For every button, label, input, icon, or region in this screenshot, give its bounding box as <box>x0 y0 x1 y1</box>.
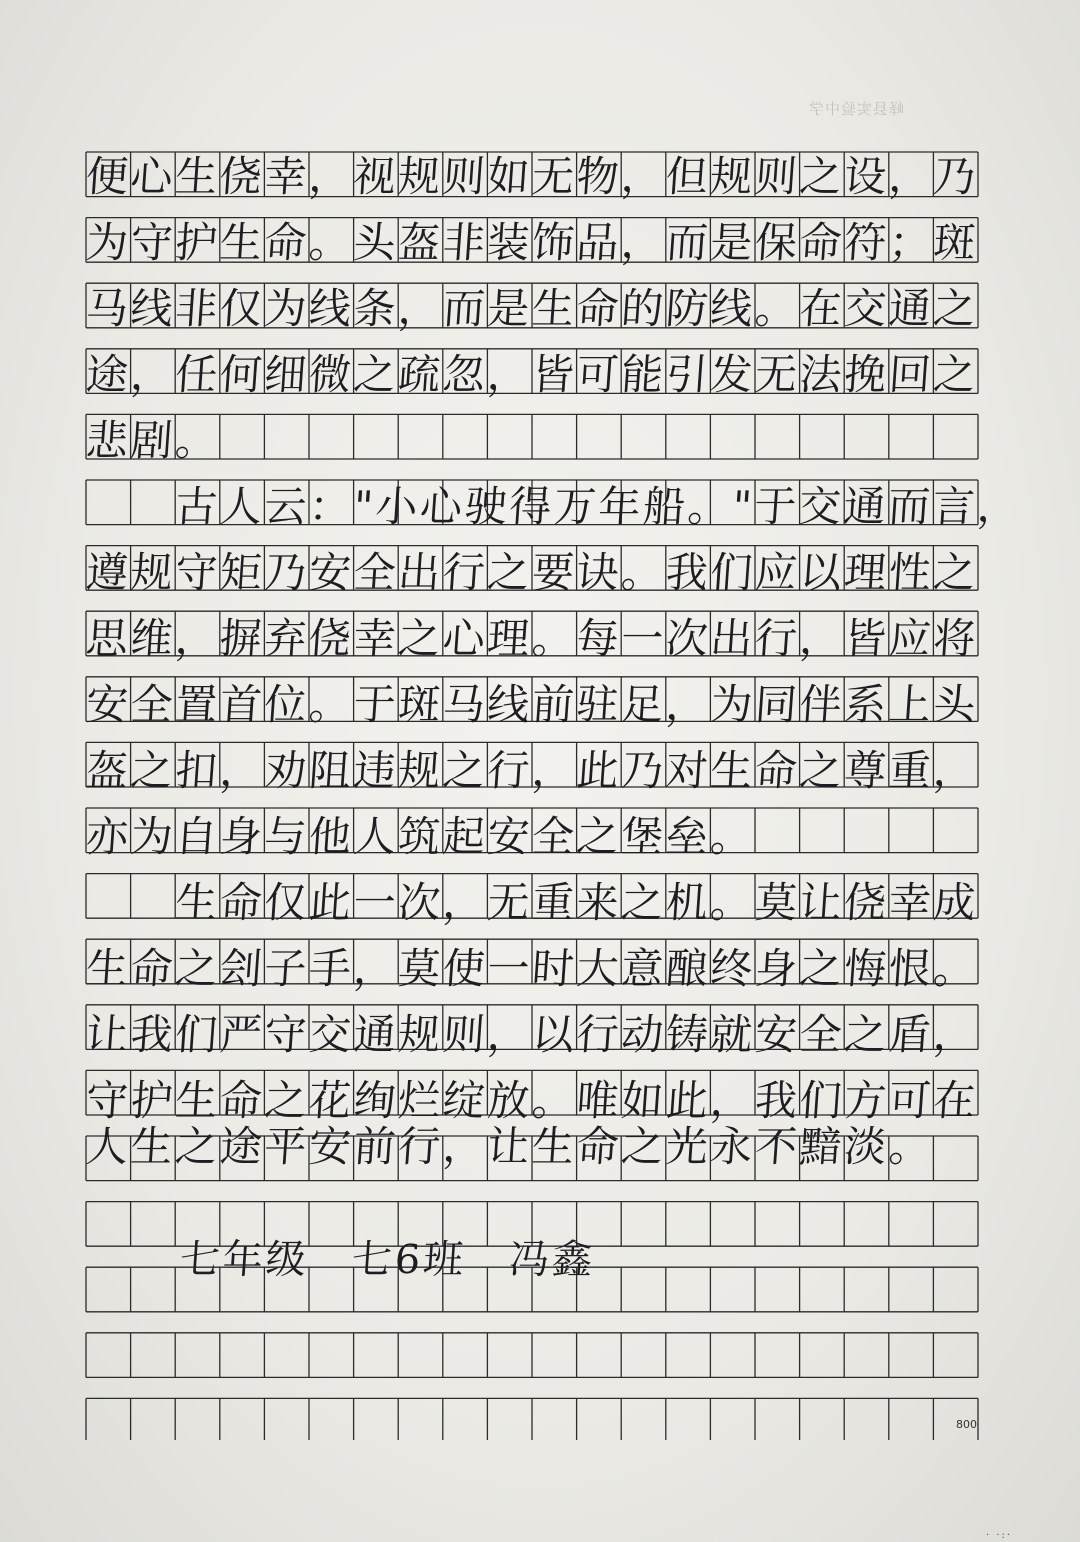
bleed-through-header: 峄县实验中学 <box>808 100 905 118</box>
essay-line: 思维，摒弃侥幸之心理。每一次出行，皆应将 <box>84 614 980 663</box>
essay-line: 悲剧。 <box>84 416 222 465</box>
scan-specks: · ·:· <box>986 1530 1013 1541</box>
character-count-label: 800 <box>956 1418 977 1431</box>
essay-line: 生命仅此一次，无重来之机。莫让侥幸成 <box>84 878 980 927</box>
essay-line: 安全置首位。于斑马线前驻足，为同伴系上头 <box>84 680 980 729</box>
essay-line: 守护生命之花绚烂绽放。唯如此，我们方可在 <box>84 1076 980 1125</box>
essay-line: 途，任何细微之疏忽，皆可能引发无法挽回之 <box>84 350 980 399</box>
essay-line: 便心生侥幸，视规则如无物，但规则之设，乃 <box>84 152 980 201</box>
essay-line: 马线非仅为线条，而是生命的防线。在交通之 <box>84 284 980 333</box>
essay-line: 让我们严守交通规则，以行动铸就安全之盾， <box>84 1010 980 1059</box>
essay-line: 亦为自身与他人筑起安全之堡垒。 <box>84 812 757 861</box>
essay-line: 古人云："小心驶得万年船。"于交通而言， <box>84 482 1024 531</box>
essay-line: 盔之扣，劝阻违规之行，此乃对生命之尊重， <box>84 746 980 795</box>
essay-line: 为守护生命。头盔非装饰品，而是保命符；斑 <box>84 218 980 267</box>
essay-line: 生命之刽子手，莫使一时大意酿终身之悔恨。 <box>84 944 980 993</box>
author-signature: 七年级 七6班 冯鑫 <box>178 1237 597 1283</box>
essay-line: 遵规守矩乃安全出行之要诀。我们应以理性之 <box>84 548 980 597</box>
essay-line: 人生之途平安前行，让生命之光永不黯淡。 <box>84 1122 936 1171</box>
